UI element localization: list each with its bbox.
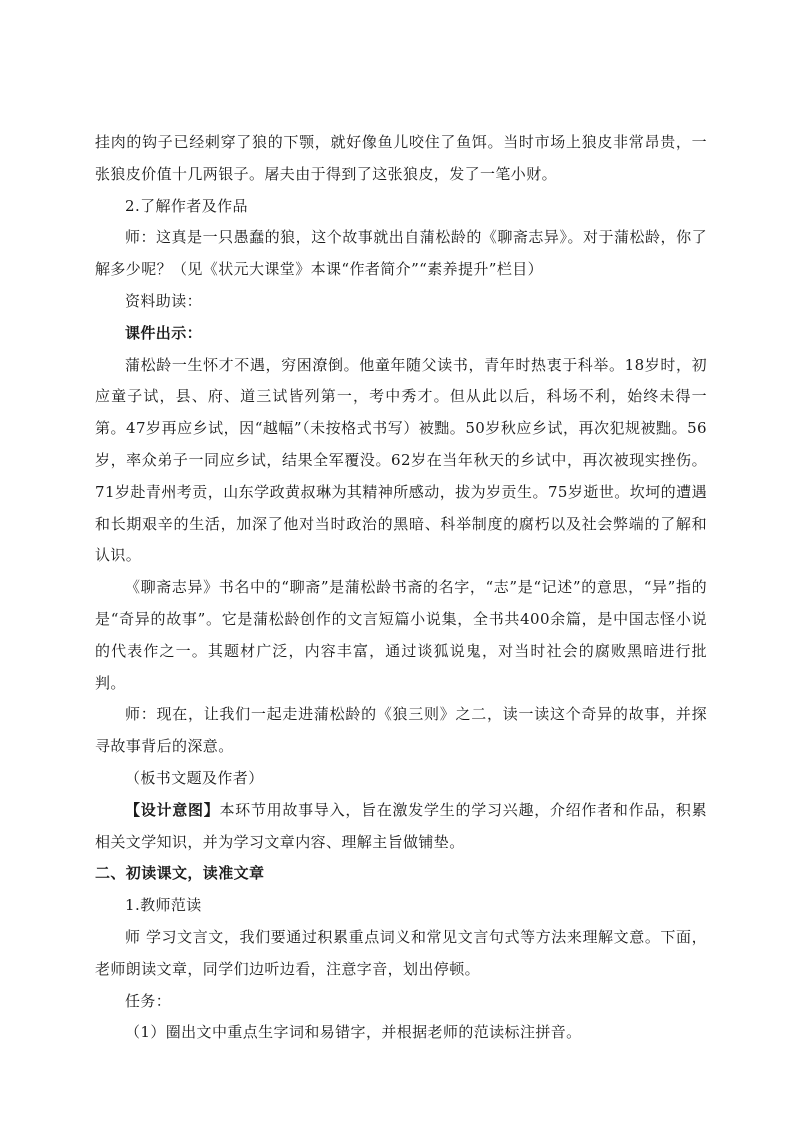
courseware-label: 课件出示： — [125, 323, 203, 342]
document-body — [95, 127, 707, 1049]
design-intent-text: 本环节用故事导入，旨在激发学生的学习兴趣，介绍作者和作品，积累相关文学知识，并为学习文章内容、理解主旨做铺垫。 — [95, 800, 707, 851]
task-label: 任务： — [125, 991, 172, 1010]
author-biography-paragraph: 蒲松龄一生怀才不遇，穷困潦倒。他童年随父读书，青年时热衷于科举。18岁时，初应童子试，县、府、道三试皆列第一，考中秀才。但从此以后，科场不利，始终未得一第。47岁再应乡试，因“越幅”（未按格式书写）被黜。50岁秋应乡试，再次犯规被黜。56岁，率众弟子一同应乡试，结果全军覆没。62岁在当年秋天的乡试中，再次被现实挫伤。71岁赴青州考贡，山东学政黄叔琳为其精神所感动，拔为岁贡生。75岁逝世。坎坷的遭遇和长期艰辛的生活，加深了他对当时政治的黑暗、科举制度的腐朽以及社会弊端的了解和认识。 — [95, 355, 707, 565]
design-intent-label: 【设计意图】 — [125, 800, 220, 819]
section-heading-first-reading: 二、初读课文，读准文章 — [95, 864, 265, 883]
section-subheading-author: 2.了解作者及作品 — [125, 196, 248, 215]
teacher-question-paragraph: 师：这真是一只愚蠢的狼，这个故事就出自蒲松龄的《聊斋志异》。对于蒲松龄，你了解多少呢？（见《状元大课堂》本课“作者简介”“素养提升”栏目） — [95, 228, 707, 279]
blackboard-note: （板书文题及作者） — [125, 768, 264, 787]
section-subheading-teacher-reading: 1.教师范读 — [125, 896, 202, 915]
book-introduction-paragraph: 《聊斋志异》书名中的“聊斋”是蒲松龄书斋的名字，“志”是“记述”的意思，“异”指的是“奇异的故事”。它是蒲松龄创作的文言短篇小说集，全书共400余篇，是中国志怪小说的代表作之一。其题材广泛，内容丰富，通过谈狐说鬼，对当时社会的腐败黑暗进行批判。 — [95, 578, 707, 692]
teacher-transition-paragraph: 师：现在，让我们一起走进蒲松龄的《狼三则》之二，读一读这个奇异的故事，并探寻故事背后的深意。 — [95, 705, 707, 756]
task-item-1: （1）圈出文中重点生字词和易错字，并根据老师的范读标注拼音。 — [125, 1023, 582, 1042]
design-intent-paragraph — [95, 795, 707, 859]
story-ending-paragraph: 挂肉的钩子已经刺穿了狼的下颚，就好像鱼儿咬住了鱼饵。当时市场上狼皮非常昂贵，一张狼皮价值十几两银子。屠夫由于得到了这张狼皮，发了一笔小财。 — [95, 133, 707, 183]
reading-aid-label: 资料助读： — [125, 291, 203, 310]
teacher-instruction-paragraph: 师 学习文言文，我们要通过积累重点词义和常见文言句式等方法来理解文意。下面，老师朗读文章，同学们边听边看，注意字音，划出停顿。 — [95, 927, 707, 978]
